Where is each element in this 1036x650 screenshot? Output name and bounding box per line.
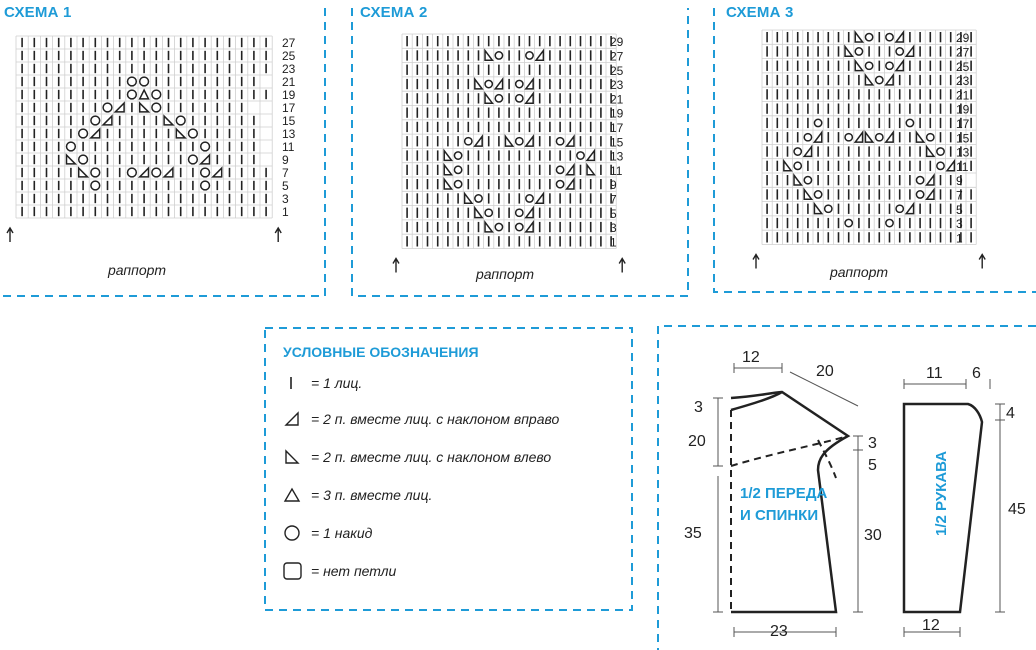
row-label: 5 <box>610 206 617 221</box>
dim-hem-width: 23 <box>770 623 788 640</box>
row-label: 29 <box>956 31 970 46</box>
chart-title-2: СХЕМА 2 <box>360 4 428 21</box>
dim-neck-depth: 3 <box>694 399 703 416</box>
dim-side-length: 30 <box>864 527 882 544</box>
dim-body-length: 35 <box>684 525 702 542</box>
row-label: 9 <box>282 153 289 168</box>
dim-neck-width: 12 <box>742 349 760 366</box>
row-label: 9 <box>610 178 617 193</box>
dim-armhole-b: 5 <box>868 457 877 474</box>
repeat-label-1: раппорт <box>108 262 167 278</box>
row-label: 19 <box>956 102 970 117</box>
row-label: 13 <box>610 149 624 164</box>
dim-sleeve-cap: 6 <box>972 365 981 382</box>
legend-item-text: = нет петли <box>311 563 397 579</box>
body-label-line1: 1/2 ПЕРЕДА <box>740 485 828 502</box>
dim-sleeve-cuff: 12 <box>922 617 940 634</box>
row-label: 1 <box>610 235 617 250</box>
dim-sleeve-top: 11 <box>926 365 943 382</box>
row-label: 11 <box>282 140 295 155</box>
row-label: 19 <box>282 88 296 103</box>
legend-item-text: = 1 накид <box>311 525 373 541</box>
row-label: 29 <box>610 35 624 50</box>
row-label: 23 <box>956 74 970 89</box>
row-label: 21 <box>956 88 970 103</box>
row-label: 3 <box>610 221 617 236</box>
row-label: 5 <box>956 202 963 217</box>
row-label: 3 <box>956 217 963 232</box>
row-label: 17 <box>956 116 970 131</box>
legend-title: УСЛОВНЫЕ ОБОЗНАЧЕНИЯ <box>283 344 479 360</box>
row-label: 7 <box>282 166 289 181</box>
row-label: 17 <box>610 120 624 135</box>
dim-yoke: 20 <box>688 433 706 450</box>
row-label: 27 <box>282 36 296 51</box>
dim-sleeve-cap-height: 4 <box>1006 405 1015 422</box>
legend-item-text: = 1 лиц. <box>311 375 363 391</box>
row-label: 21 <box>282 75 296 90</box>
row-label: 1 <box>956 231 963 246</box>
row-label: 1 <box>282 205 289 220</box>
row-label: 15 <box>956 131 970 146</box>
dim-shoulder: 20 <box>816 363 834 380</box>
chart-title-3: СХЕМА 3 <box>726 4 794 21</box>
row-label: 17 <box>282 101 296 116</box>
row-label: 27 <box>610 49 624 64</box>
row-label: 5 <box>282 179 289 194</box>
legend-item-text: = 3 п. вместе лиц. <box>311 487 433 503</box>
row-label: 7 <box>610 192 617 207</box>
row-label: 11 <box>610 163 623 178</box>
row-label: 25 <box>610 63 624 78</box>
row-label: 11 <box>956 159 969 174</box>
row-label: 9 <box>956 174 963 189</box>
legend-item-text: = 2 п. вместе лиц. с наклоном влево <box>311 449 552 465</box>
row-label: 13 <box>956 145 970 160</box>
repeat-label-2: раппорт <box>476 266 535 282</box>
row-label: 21 <box>610 92 624 107</box>
row-label: 15 <box>282 114 296 129</box>
dim-armhole-a: 3 <box>868 435 877 452</box>
row-label: 15 <box>610 135 624 150</box>
body-outline <box>731 392 848 612</box>
repeat-label-3: раппорт <box>830 264 889 280</box>
row-label: 25 <box>282 49 296 64</box>
row-label: 23 <box>282 62 296 77</box>
row-label: 7 <box>956 188 963 203</box>
row-label: 25 <box>956 59 970 74</box>
row-label: 3 <box>282 192 289 207</box>
row-label: 13 <box>282 127 296 142</box>
dim-sleeve-length: 45 <box>1008 501 1026 518</box>
row-label: 27 <box>956 45 970 60</box>
body-armhole-dash <box>731 436 848 466</box>
legend-item-text: = 2 п. вместе лиц. с наклоном вправо <box>311 411 560 427</box>
body-label-line2: И СПИНКИ <box>740 507 819 524</box>
sleeve-label: 1/2 РУКАВА <box>933 450 950 536</box>
row-label: 23 <box>610 78 624 93</box>
row-label: 19 <box>610 106 624 121</box>
chart-title-1: СХЕМА 1 <box>4 4 72 21</box>
